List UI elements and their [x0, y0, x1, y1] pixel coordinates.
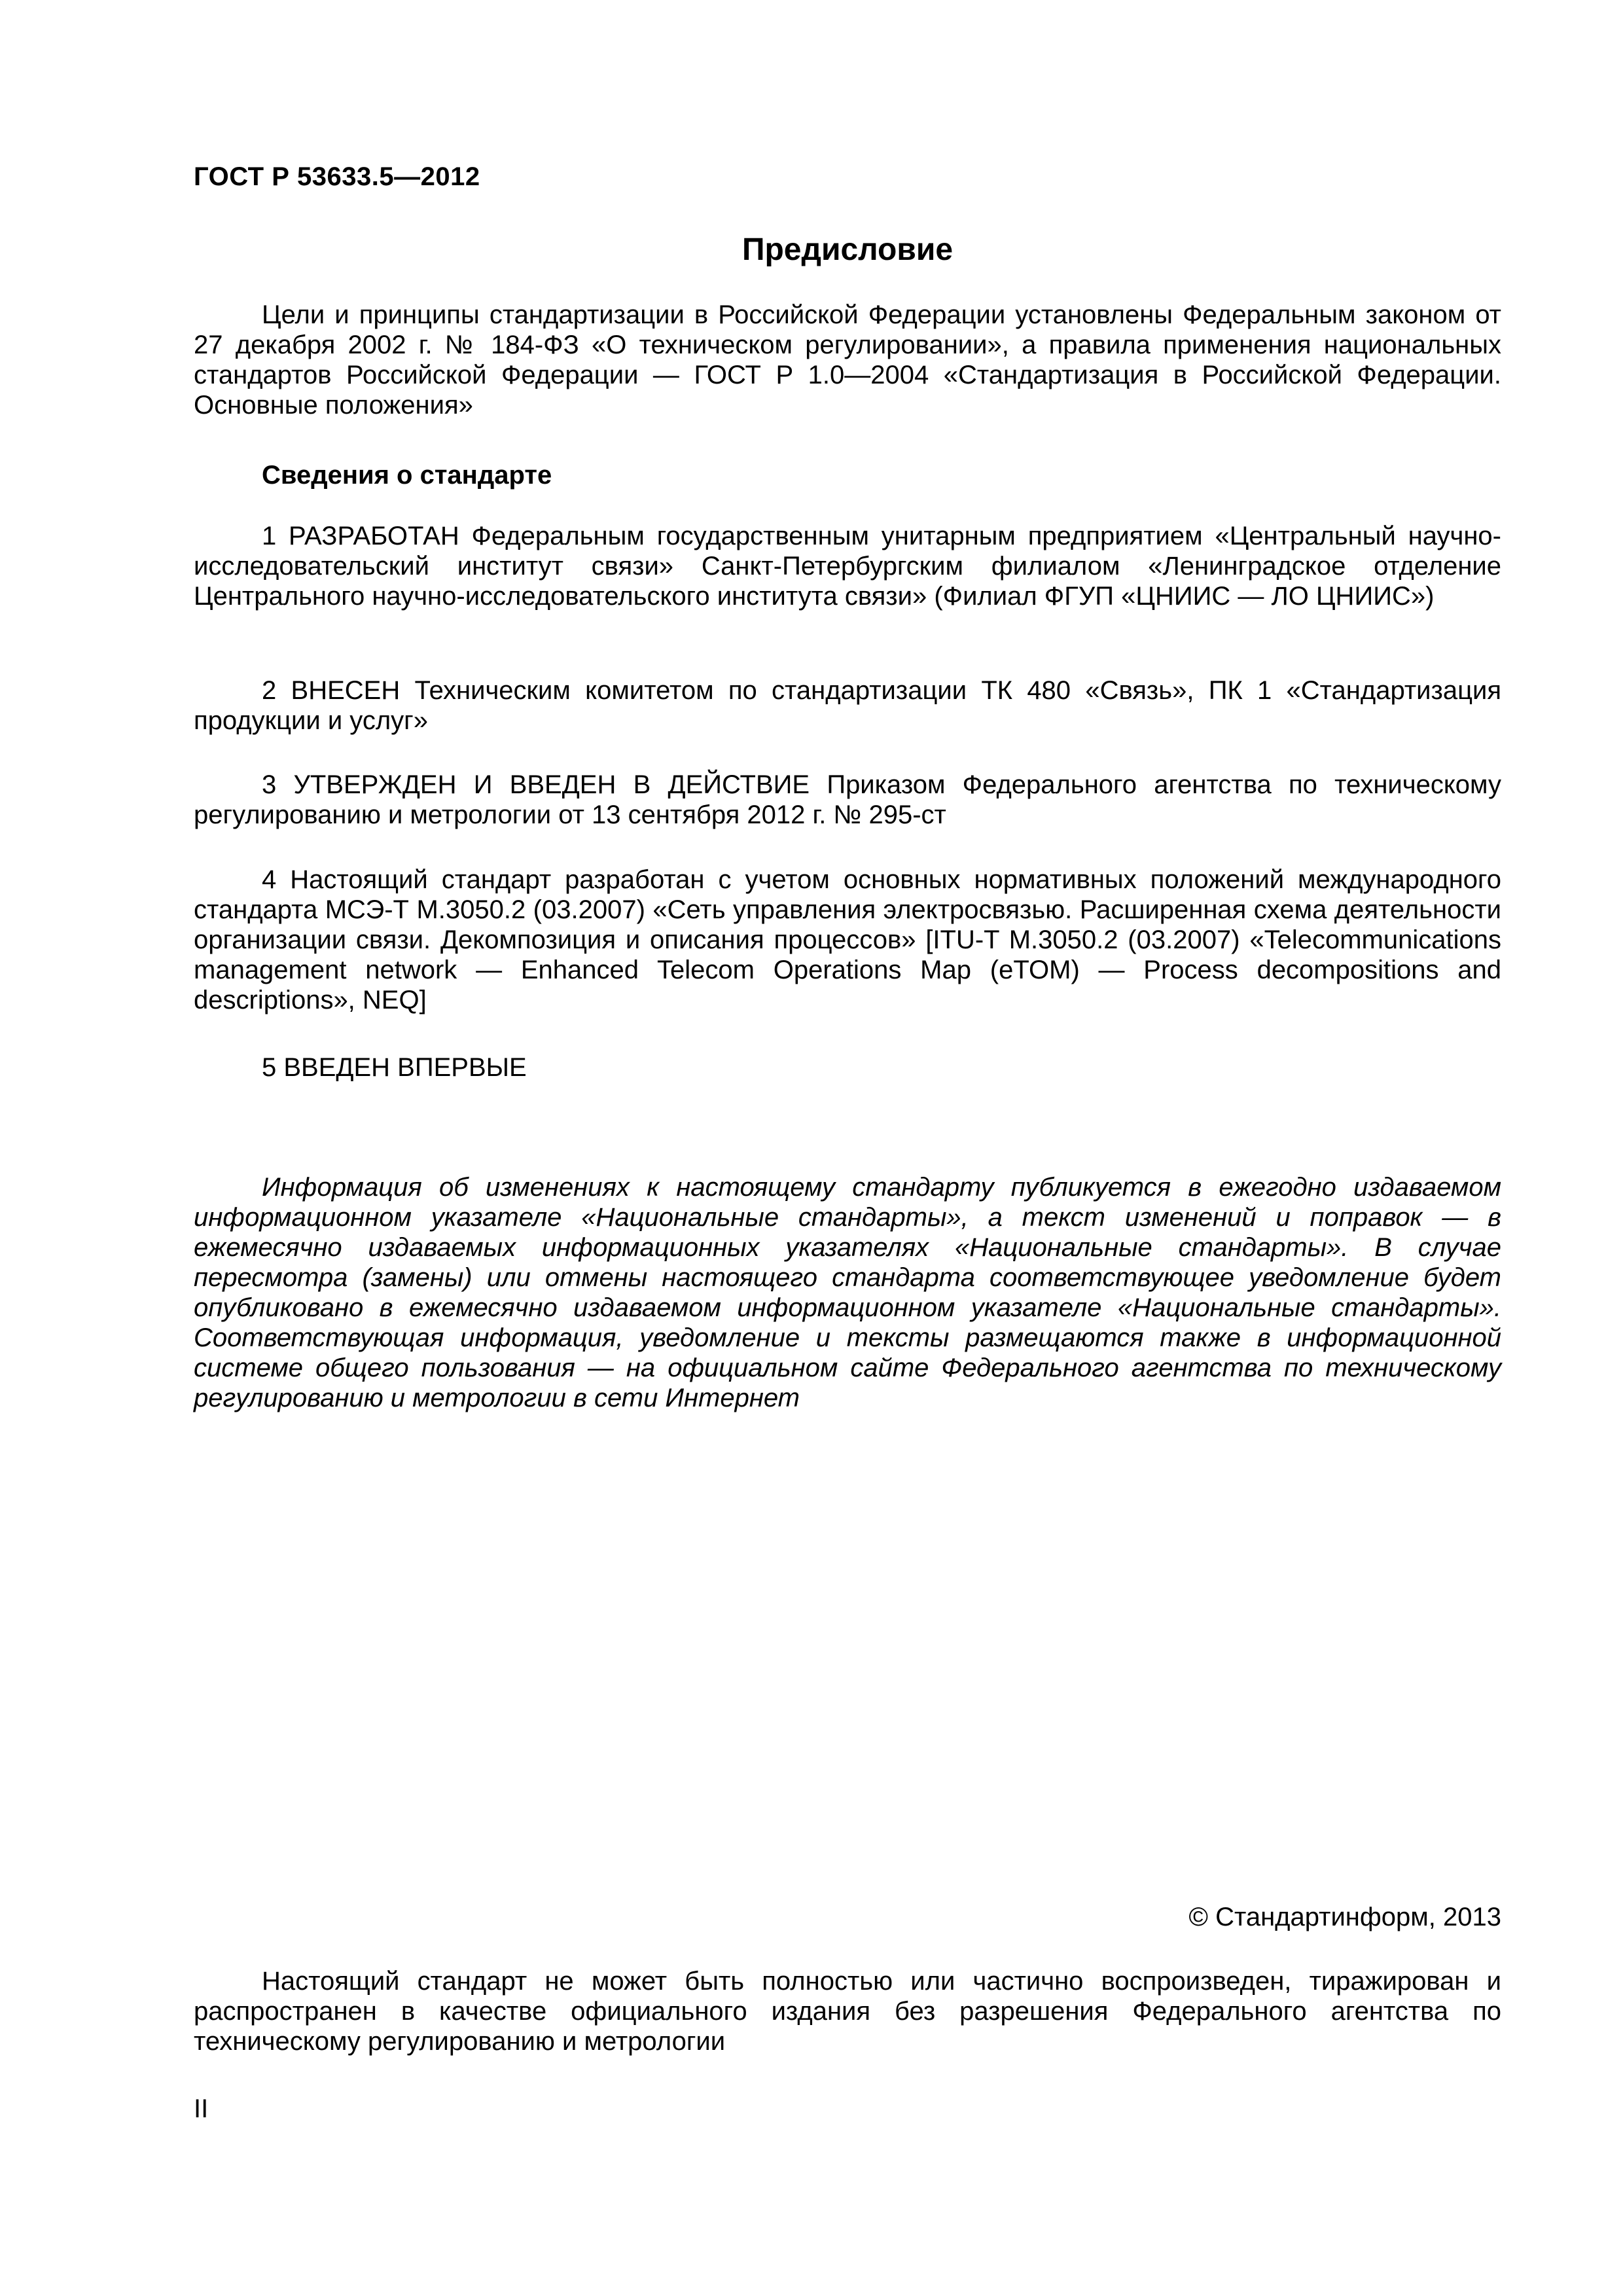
- item-3-paragraph: 3 УТВЕРЖДЕН И ВВЕДЕН В ДЕЙСТВИЕ Приказом Федерального агентства по техническому регулированию и метрологии от 13 сентября 2012 г. № 295-ст: [194, 770, 1501, 829]
- item-4-paragraph: 4 Настоящий стандарт разработан с учетом основных нормативных положений международного стандарта МСЭ-Т М.3050.2 (03.2007) «Сеть управления электросвязью. Расширенная схема деятельности организации связи. Декомпозиция и описания процессов» [ITU-T M.3050.2 (03.2007) «Telecommunications management network — Enhanced Telecom Operations Map (eTOM) — Process decompositions and descriptions», NEQ]: [194, 865, 1501, 1014]
- page-title: Предисловие: [741, 232, 954, 267]
- item-2-paragraph: 2 ВНЕСЕН Техническим комитетом по стандартизации ТК 480 «Связь», ПК 1 «Стандартизация продукции и услуг»: [194, 676, 1501, 735]
- item-5-paragraph: 5 ВВЕДЕН ВПЕРВЫЕ: [262, 1053, 527, 1082]
- notice-paragraph: Информация об изменениях к настоящему стандарту публикуется в ежегодно издаваемом информационном указателе «Национальные стандарты», а текст изменений и поправок — в ежемесячно издаваемых информационных указателях «Национальные стандарты». В случае пересмотра (замены) или отмены настоящего стандарта соответствующее уведомление будет опубликовано в ежемесячно издаваемом информационном указателе «Национальные стандарты». Соответствующая информация, уведомление и тексты размещаются также в информационной системе общего пользования — на официальном сайте Федерального агентства по техническому регулированию и метрологии в сети Интернет: [194, 1173, 1501, 1412]
- document-header: ГОСТ Р 53633.5—2012: [194, 162, 480, 191]
- copyright-line: © Стандартинформ, 2013: [1188, 1903, 1501, 1931]
- intro-paragraph: Цели и принципы стандартизации в Российской Федерации установлены Федеральным законом от 27 декабря 2002 г. № 184-ФЗ «О техническом регулировании», а правила применения национальных стандартов Российской Федерации — ГОСТ Р 1.0—2004 «Стандартизация в Российской Федерации. Основные положения»: [194, 300, 1501, 420]
- item-1-paragraph: 1 РАЗРАБОТАН Федеральным государственным унитарным предприятием «Центральный научно-исследовательский институт связи» Санкт-Петербургским филиалом «Ленинградское отделение Центрального научно-исследовательского института связи» (Филиал ФГУП «ЦНИИС — ЛО ЦНИИС»): [194, 522, 1501, 611]
- reproduction-paragraph: Настоящий стандарт не может быть полностью или частично воспроизведен, тиражирован и распространен в качестве официального издания без разрешения Федерального агентства по техническому регулированию и метрологии: [194, 1967, 1501, 2056]
- info-heading: Сведения о стандарте: [262, 461, 552, 490]
- page-number: II: [194, 2094, 209, 2123]
